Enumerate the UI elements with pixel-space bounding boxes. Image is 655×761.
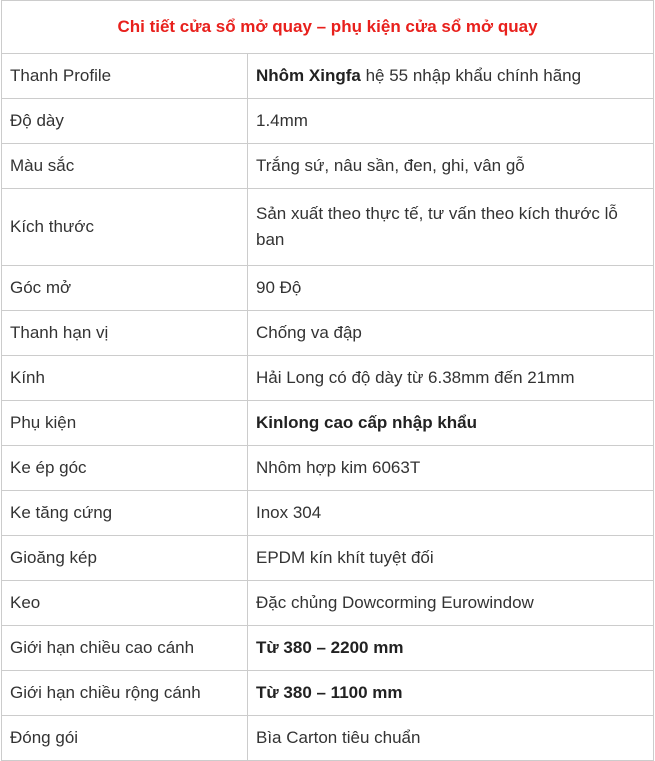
row-label: Phụ kiện [2, 401, 248, 446]
row-value [248, 716, 654, 761]
row-label: Góc mở [2, 266, 248, 311]
row-value [248, 189, 654, 266]
row-value-text: Chống va đập [256, 323, 362, 342]
row-value-text: Nhôm hợp kim 6063T [256, 458, 421, 477]
row-value-bold: Từ 380 – 2200 mm [256, 638, 404, 657]
row-value [248, 626, 654, 671]
row-value-bold: Kinlong cao cấp nhập khẩu [256, 413, 478, 432]
row-label: Keo [2, 581, 248, 626]
table-row [2, 446, 654, 491]
row-label: Giới hạn chiều cao cánh [2, 626, 248, 671]
table-row [2, 536, 654, 581]
row-label: Độ dày [2, 99, 248, 144]
row-value-text: Sản xuất theo thực tế, tư vấn theo kích thước lỗ ban [256, 204, 618, 249]
table-row [2, 356, 654, 401]
row-value [248, 99, 654, 144]
row-value [248, 446, 654, 491]
row-value-bold: Từ 380 – 1100 mm [256, 683, 403, 702]
table-row [2, 491, 654, 536]
row-label: Ke ép góc [2, 446, 248, 491]
row-value [248, 311, 654, 356]
row-label: Giới hạn chiều rộng cánh [2, 671, 248, 716]
table-row [2, 189, 654, 266]
row-label: Thanh hạn vị [2, 311, 248, 356]
table-row [2, 266, 654, 311]
row-value [248, 581, 654, 626]
table-row [2, 671, 654, 716]
row-value-bold: Nhôm Xingfa [256, 66, 361, 85]
row-label: Đóng gói [2, 716, 248, 761]
table-row [2, 716, 654, 761]
row-value-text: Đặc chủng Dowcorming Eurowindow [256, 593, 534, 612]
row-value-text: EPDM kín khít tuyệt đối [256, 548, 434, 567]
row-value [248, 144, 654, 189]
table-row [2, 99, 654, 144]
table-row [2, 401, 654, 446]
row-label: Màu sắc [2, 144, 248, 189]
table-row [2, 144, 654, 189]
row-label: Thanh Profile [2, 54, 248, 99]
row-value-text: Bìa Carton tiêu chuẩn [256, 728, 421, 747]
row-value [248, 671, 654, 716]
row-value-text: 90 Độ [256, 278, 302, 297]
row-label: Gioăng kép [2, 536, 248, 581]
row-label: Ke tăng cứng [2, 491, 248, 536]
row-value [248, 266, 654, 311]
row-label: Kích thước [2, 189, 248, 266]
row-value [248, 401, 654, 446]
table-title: Chi tiết cửa sổ mở quay – phụ kiện cửa sổ mở quay [2, 1, 654, 54]
row-label: Kính [2, 356, 248, 401]
spec-table [1, 0, 654, 761]
row-value [248, 536, 654, 581]
row-value-text: 1.4mm [256, 111, 308, 130]
table-row [2, 581, 654, 626]
table-row [2, 626, 654, 671]
row-value-text: Inox 304 [256, 503, 322, 522]
table-row [2, 54, 654, 99]
row-value [248, 491, 654, 536]
table-row [2, 311, 654, 356]
row-value-text: Trắng sứ, nâu sần, đen, ghi, vân gỗ [256, 156, 525, 175]
row-value [248, 356, 654, 401]
row-value-text: hệ 55 nhập khẩu chính hãng [360, 66, 582, 85]
row-value [248, 54, 654, 99]
row-value-text: Hải Long có độ dày từ 6.38mm đến 21mm [256, 368, 575, 387]
title-row [2, 1, 654, 54]
